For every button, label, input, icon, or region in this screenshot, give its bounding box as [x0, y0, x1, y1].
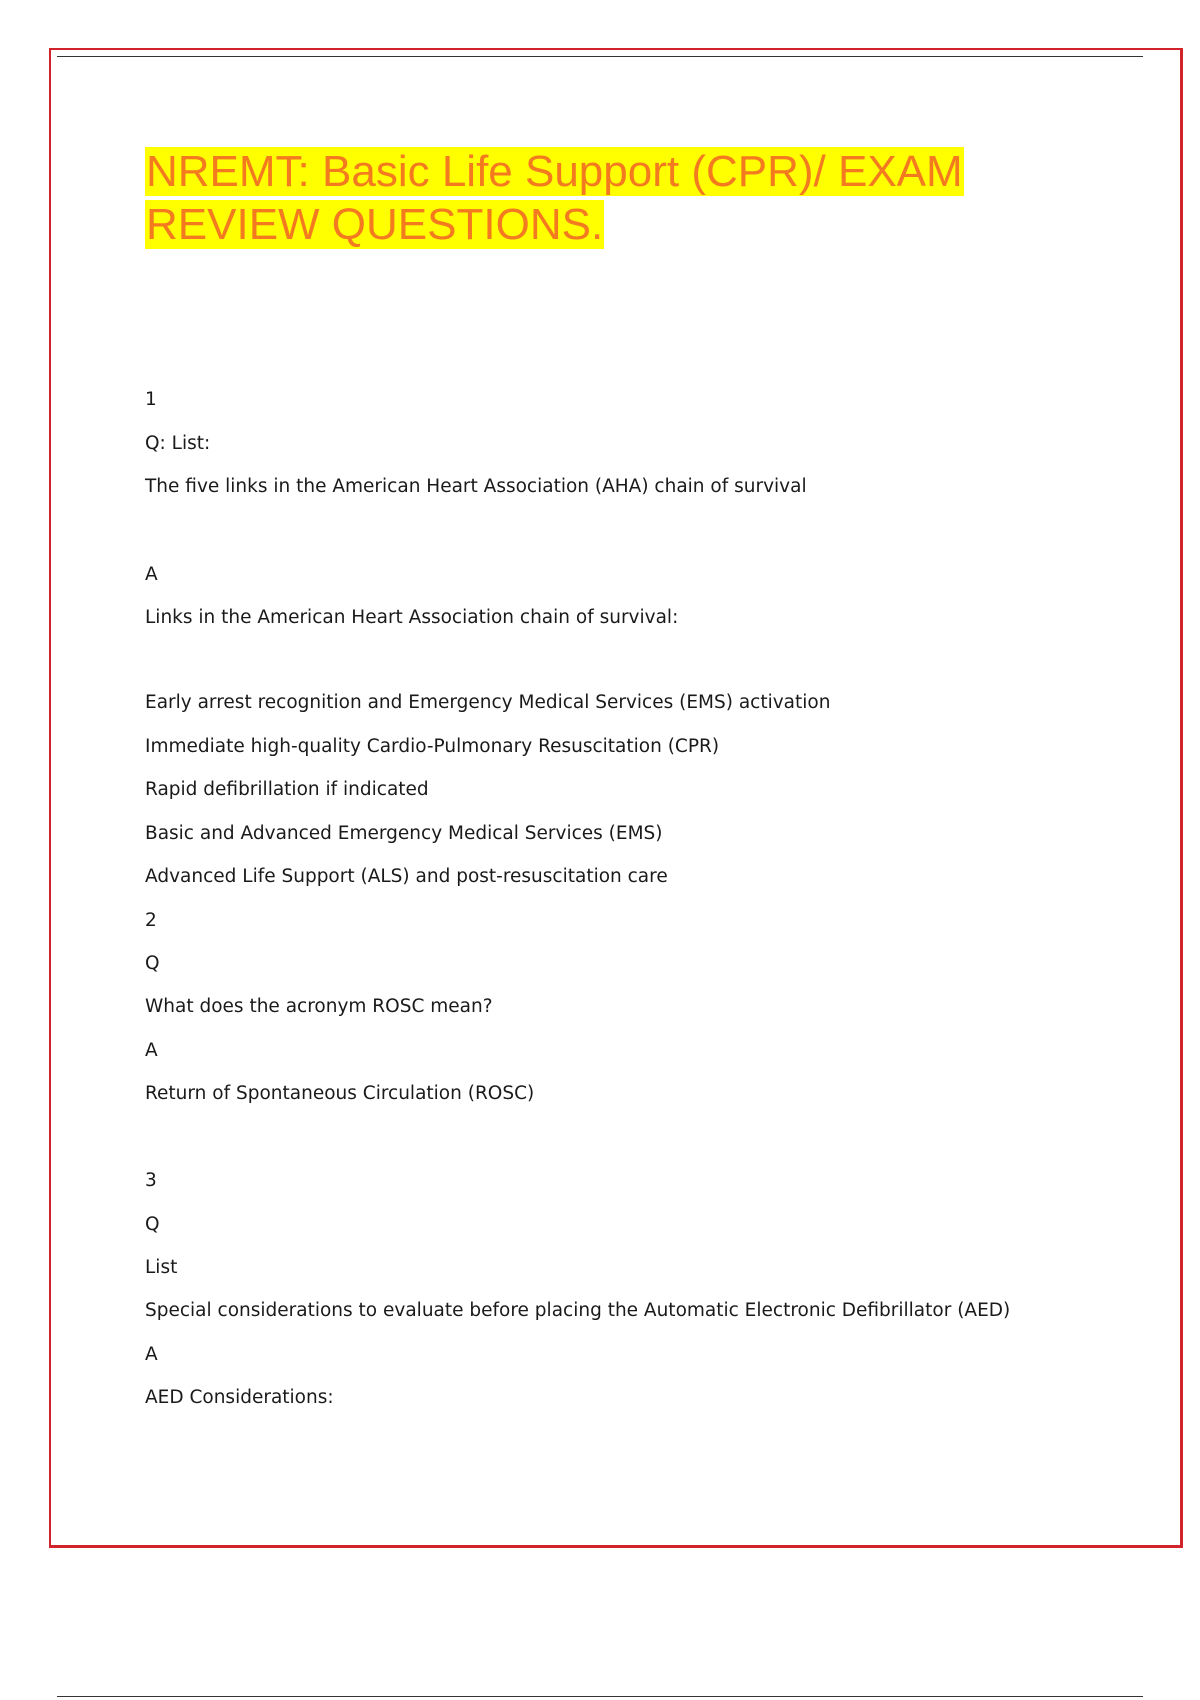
answer-label: A — [145, 564, 158, 585]
answer-intro: Links in the American Heart Association chain of survival: — [145, 607, 679, 628]
question-number: 2 — [145, 910, 157, 931]
answer-list-item: Early arrest recognition and Emergency Medical Services (EMS) activation — [145, 692, 831, 713]
question-number: 1 — [145, 389, 157, 410]
answer-list-item: Immediate high-quality Cardio-Pulmonary Resuscitation (CPR) — [145, 736, 720, 757]
question-number: 3 — [145, 1170, 157, 1191]
answer-list-item: Basic and Advanced Emergency Medical Services (EMS) — [145, 823, 663, 844]
answer-list-item: Rapid defibrillation if indicated — [145, 779, 429, 800]
answer-list-item: Advanced Life Support (ALS) and post-resuscitation care — [145, 866, 668, 887]
header-rule — [57, 56, 1143, 57]
answer-label: A — [145, 1344, 158, 1365]
answer-label: A — [145, 1040, 158, 1061]
question-label: Q — [145, 1214, 160, 1235]
question-text: Special considerations to evaluate before placing the Automatic Electronic Defibrillator (AED) — [145, 1300, 1011, 1321]
question-text: What does the acronym ROSC mean? — [145, 996, 493, 1017]
question-label: Q — [145, 953, 160, 974]
question-label: Q: List: — [145, 433, 211, 454]
answer-text: Return of Spontaneous Circulation (ROSC) — [145, 1083, 535, 1104]
next-page-rule — [57, 1696, 1143, 1697]
answer-intro: AED Considerations: — [145, 1387, 334, 1408]
question-text: The five links in the American Heart Association (AHA) chain of survival — [145, 476, 807, 497]
question-prefix: List — [145, 1257, 178, 1278]
document-title: NREMT: Basic Life Support (CPR)/ EXAM REVIEW QUESTIONS. — [146, 147, 963, 249]
